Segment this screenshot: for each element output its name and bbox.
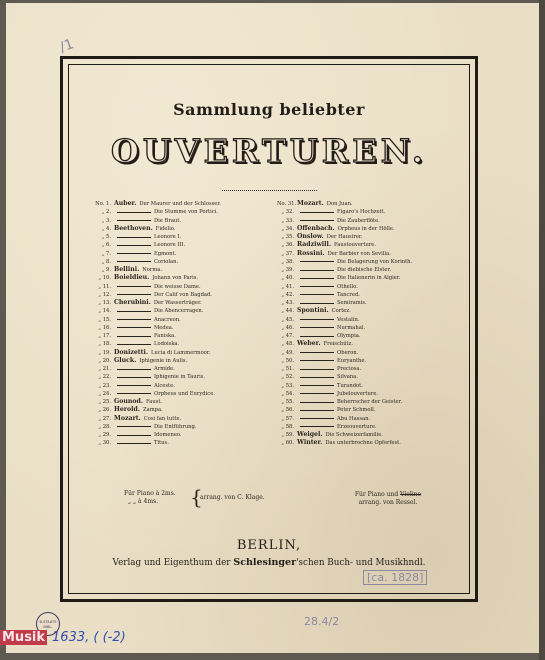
- overture-entry: [277, 217, 467, 225]
- overture-entry: [277, 200, 467, 208]
- overture-entry: [94, 200, 284, 208]
- entry-number: „ 50.: [281, 357, 294, 364]
- entry-work: Das unterbrochne Opferfest.: [325, 440, 401, 447]
- overture-entry: [94, 373, 284, 381]
- overture-entry: [94, 415, 284, 423]
- overture-entry: [277, 274, 467, 282]
- ditto-dash: [117, 245, 151, 246]
- entry-work: Die Stumme von Portici.: [154, 209, 218, 216]
- entry-number: „ 42.: [281, 291, 294, 298]
- overture-entry: [94, 390, 284, 398]
- title-top: Sammlung beliebter: [173, 100, 365, 119]
- entry-work: Iphigenie in Aulis.: [139, 357, 188, 364]
- ditto-dash: [300, 278, 334, 279]
- publisher-post: 'schen Buch- und Musikhndl.: [296, 558, 426, 568]
- entry-number: „ 45.: [281, 316, 294, 323]
- entry-work: Der Hausirer.: [326, 234, 363, 240]
- ditto-dash: [300, 327, 334, 328]
- entry-work: Johann von Paris.: [152, 275, 199, 282]
- overture-entry: [94, 431, 284, 439]
- overture-list-right: [277, 200, 467, 448]
- entry-work: Der Maurer und der Schlosser.: [139, 201, 221, 207]
- entry-number: „ 15.: [98, 316, 111, 323]
- overture-entry: [277, 258, 467, 266]
- overture-entry: [94, 233, 284, 241]
- entry-number: „ 51.: [281, 366, 294, 372]
- overture-entry: [277, 406, 467, 414]
- overture-entry: [94, 250, 284, 258]
- overture-entry: [94, 365, 284, 373]
- entry-number: „ 60.: [281, 440, 294, 447]
- ditto-dash: [300, 336, 334, 337]
- overture-entry: [277, 439, 467, 447]
- entry-work: Der Barbier von Sevilla.: [327, 250, 391, 257]
- entry-work: Nurmahal.: [337, 324, 366, 331]
- entry-composer: Bellini.: [114, 266, 140, 273]
- ditto-dash: [117, 237, 151, 238]
- entry-work: Don Juan.: [326, 201, 353, 207]
- ditto-dash: [300, 385, 334, 386]
- entry-number: „ 46.: [281, 324, 294, 331]
- pencil-mark: /1: [57, 36, 76, 56]
- overture-entry: [94, 423, 284, 431]
- ditto-dash: [117, 377, 151, 378]
- overture-entry: [277, 324, 467, 332]
- overture-entry: [277, 208, 467, 216]
- entry-work: Orpheus und Eurydice.: [154, 390, 215, 397]
- overture-entry: [277, 225, 467, 233]
- entry-number: „ 29.: [98, 432, 111, 438]
- entry-composer: Beethoven.: [114, 224, 153, 232]
- entry-number: „ 6.: [101, 242, 111, 249]
- overture-entry: [277, 332, 467, 340]
- entry-number: „ 44.: [281, 308, 294, 315]
- entry-composer: Onslow.: [297, 233, 324, 240]
- ditto-dash: [117, 426, 151, 427]
- entry-number: „ 26.: [98, 407, 111, 414]
- entry-number: „ 24.: [98, 390, 111, 397]
- decorative-rule: [222, 190, 317, 191]
- ditto-dash: [117, 435, 151, 436]
- entry-composer: Donizetti.: [114, 348, 149, 356]
- publisher-pre: Verlag und Eigenthum der: [112, 558, 231, 568]
- entry-number: „ 18.: [98, 341, 111, 348]
- entry-number: „ 39.: [281, 267, 294, 273]
- entry-work: Lucia di Lammermoor.: [151, 349, 211, 356]
- ditto-dash: [117, 319, 151, 320]
- entry-number: „ 2.: [101, 209, 111, 216]
- ditto-dash: [300, 352, 334, 353]
- overture-entry: [94, 274, 284, 282]
- entry-number: „ 54.: [281, 390, 294, 397]
- page-edge: [539, 0, 545, 660]
- entry-work: Die Abencerragen.: [154, 308, 204, 315]
- overture-entry: [94, 241, 284, 249]
- entry-work: Armide.: [154, 366, 175, 372]
- ditto-dash: [117, 294, 151, 295]
- overture-entry: [277, 382, 467, 390]
- entry-composer: Gounod.: [114, 398, 144, 405]
- ditto-dash: [300, 360, 334, 361]
- ditto-dash: [300, 319, 334, 320]
- entry-work: Euryanthe.: [337, 357, 367, 364]
- entry-number: „ 58.: [281, 423, 294, 430]
- entry-number: „ 41.: [281, 283, 294, 290]
- pricing-violin-struck: Violine: [400, 491, 422, 498]
- entry-work: Egmont.: [154, 250, 177, 257]
- entry-number: „ 25.: [98, 399, 111, 405]
- entry-number: „ 11.: [98, 283, 111, 290]
- pencil-shelfmark: 28.4/2: [304, 615, 340, 628]
- entry-work: Silvana.: [337, 374, 358, 381]
- call-number: [0, 630, 126, 645]
- entry-composer: Winter.: [297, 439, 323, 447]
- entry-number: „ 34.: [281, 225, 294, 232]
- overture-entry: [277, 340, 467, 348]
- ditto-dash: [117, 286, 151, 287]
- entry-number: „ 53.: [281, 382, 294, 389]
- entry-number: No. 1.: [95, 201, 111, 207]
- entry-number: „ 19.: [98, 349, 111, 356]
- entry-number: „ 21.: [98, 366, 111, 372]
- entry-work: Figaro's Hochzeit.: [337, 209, 386, 216]
- ditto-dash: [117, 369, 151, 370]
- entry-work: Vestalin.: [337, 316, 360, 323]
- ditto-dash: [300, 410, 334, 411]
- ditto-dash: [300, 369, 334, 370]
- entry-number: „ 47.: [281, 333, 294, 339]
- entry-work: Norma.: [142, 267, 163, 273]
- entry-number: „ 23.: [98, 382, 111, 389]
- entry-number: „ 4.: [101, 225, 111, 232]
- entry-composer: Cherubini.: [114, 299, 151, 306]
- overture-list-left: [94, 200, 284, 448]
- entry-work: Die Belagerung von Korinth.: [337, 258, 413, 265]
- ditto-dash: [117, 220, 151, 221]
- title-main: OUVERTUREN.: [110, 132, 428, 170]
- entry-work: Leonore I.: [154, 234, 181, 240]
- entry-composer: Weber.: [297, 340, 321, 348]
- entry-composer: Herold.: [114, 406, 141, 414]
- entry-work: Die diebische Elster.: [337, 267, 392, 273]
- entry-number: „ 37.: [281, 250, 294, 257]
- entry-number: „ 56.: [281, 407, 294, 414]
- overture-entry: [277, 316, 467, 324]
- entry-number: „ 57.: [281, 415, 294, 422]
- ditto-dash: [117, 336, 151, 337]
- entry-number: „ 43.: [281, 300, 294, 306]
- overture-entry: [94, 316, 284, 324]
- pricing-violin-prefix: Für Piano und: [354, 491, 399, 498]
- entry-work: Peter Schmoll.: [337, 407, 376, 414]
- entry-composer: Mozart.: [114, 414, 141, 422]
- entry-work: Freischütz.: [323, 341, 354, 348]
- overture-entry: [94, 217, 284, 225]
- entry-work: Lodoiska.: [154, 341, 180, 348]
- entry-work: Semiramis.: [337, 300, 367, 306]
- overture-entry: [94, 299, 284, 307]
- entry-work: Der Wasserträger.: [153, 300, 202, 306]
- overture-entry: [277, 423, 467, 431]
- entry-number: „ 14.: [98, 308, 111, 315]
- imprint-publisher: [68, 557, 470, 568]
- entry-work: Titus.: [154, 440, 169, 447]
- entry-work: Der Calif von Bagdad.: [154, 291, 212, 298]
- overture-entry: [94, 332, 284, 340]
- overture-entry: [94, 357, 284, 365]
- entry-composer: Spontini.: [297, 307, 329, 315]
- pricing-piano-arranger: arrang. von C. Klage.: [200, 494, 265, 501]
- library-stamp: B.STAATS BIBL.: [36, 612, 60, 636]
- ditto-dash: [300, 220, 334, 221]
- entry-number: „ 5.: [101, 234, 111, 240]
- entry-work: Orpheus in der Hölle.: [337, 225, 395, 232]
- overture-entry: [94, 439, 284, 447]
- overture-entry: [94, 291, 284, 299]
- overture-entry: [277, 373, 467, 381]
- entry-number: „ 17.: [98, 333, 111, 339]
- ditto-dash: [300, 377, 334, 378]
- ditto-dash: [300, 286, 334, 287]
- entry-composer: Boieldieu.: [114, 274, 150, 282]
- overture-entry: [94, 266, 284, 274]
- ditto-dash: [300, 303, 334, 304]
- ditto-dash: [117, 253, 151, 254]
- entry-composer: Radziwill.: [297, 241, 332, 249]
- overture-entry: [94, 225, 284, 233]
- entry-work: Die Schweizerfamilie.: [325, 432, 383, 438]
- entry-work: Die Italienerin in Algier.: [337, 275, 401, 282]
- entry-number: „ 20.: [98, 357, 111, 364]
- pricing-piano-2ms: Für Piano à 2ms.: [124, 490, 176, 497]
- ditto-dash: [117, 311, 151, 312]
- overture-entry: [94, 406, 284, 414]
- ditto-dash: [300, 270, 334, 271]
- entry-number: „ 16.: [98, 324, 111, 331]
- overture-entry: [94, 349, 284, 357]
- entry-number: „ 30.: [98, 440, 111, 447]
- entry-work: Faniska.: [154, 333, 176, 339]
- entry-work: Cosi fan tutte.: [143, 415, 182, 422]
- entry-work: Die Entführung.: [154, 423, 197, 430]
- ditto-dash: [117, 443, 151, 444]
- entry-number: „ 49.: [281, 349, 294, 356]
- entry-work: Faust.: [146, 399, 163, 405]
- ditto-dash: [300, 294, 334, 295]
- entry-work: Anacreon.: [154, 316, 181, 323]
- entry-composer: Gluck.: [114, 356, 137, 364]
- entry-number: „ 36.: [281, 242, 294, 249]
- entry-composer: Auber.: [114, 200, 137, 207]
- entry-work: Die Braut.: [154, 217, 181, 224]
- entry-composer: Mozart.: [297, 200, 324, 207]
- entry-work: Die weisse Dame.: [154, 283, 201, 290]
- entry-number: „ 38.: [281, 258, 294, 265]
- call-number-value: 1633, ( (-2): [52, 630, 126, 645]
- overture-entry: [277, 365, 467, 373]
- ditto-dash: [117, 327, 151, 328]
- entry-work: Jubelouverture.: [337, 390, 379, 397]
- entry-work: Leonore III.: [154, 242, 186, 249]
- overture-entry: [277, 291, 467, 299]
- entry-work: Tancred.: [337, 291, 360, 298]
- overture-entry: [94, 307, 284, 315]
- entry-work: Coriolan.: [154, 258, 179, 265]
- ditto-dash: [117, 261, 151, 262]
- overture-entry: [277, 299, 467, 307]
- overture-entry: [277, 415, 467, 423]
- pricing-piano: [124, 485, 284, 509]
- entry-number: „ 22.: [98, 374, 111, 381]
- overture-entry: [277, 349, 467, 357]
- entry-composer: Weigel.: [297, 431, 323, 438]
- entry-number: „ 32.: [281, 209, 294, 216]
- overture-entry: [277, 390, 467, 398]
- entry-number: „ 33.: [281, 217, 294, 224]
- pricing-piano-4ms: „ „ à 4ms.: [128, 498, 159, 505]
- entry-number: „ 40.: [281, 275, 294, 282]
- entry-number: „ 7.: [101, 250, 111, 257]
- entry-work: Erzeouverture.: [337, 423, 377, 430]
- entry-composer: Rossini.: [297, 249, 325, 257]
- overture-entry: [277, 250, 467, 258]
- entry-number: „ 12.: [98, 291, 111, 298]
- entry-number: „ 27.: [98, 415, 111, 422]
- entry-number: „ 9.: [101, 267, 111, 273]
- pricing-piano-violin: [318, 491, 458, 507]
- pencil-date: [ca. 1828]: [363, 570, 427, 585]
- entry-composer: Offenbach.: [297, 224, 335, 232]
- ditto-dash: [300, 212, 334, 213]
- entry-number: „ 10.: [98, 275, 111, 282]
- entry-number: „ 8.: [101, 258, 111, 265]
- overture-entry: [277, 398, 467, 406]
- entry-number: „ 55.: [281, 399, 294, 405]
- entry-number: „ 28.: [98, 423, 111, 430]
- ditto-dash: [117, 344, 151, 345]
- entry-number: „ 35.: [281, 234, 294, 240]
- entry-work: Turandot.: [337, 382, 363, 389]
- ditto-dash: [300, 426, 334, 427]
- entry-number: „ 59.: [281, 432, 294, 438]
- overture-entry: [94, 283, 284, 291]
- overture-entry: [94, 258, 284, 266]
- entry-work: Oberon.: [337, 349, 359, 356]
- overture-entry: [277, 431, 467, 439]
- overture-entry: [94, 340, 284, 348]
- ditto-dash: [300, 261, 334, 262]
- overture-entry: [277, 241, 467, 249]
- overture-entry: [94, 382, 284, 390]
- entry-work: Beherrscher der Geister.: [337, 399, 403, 405]
- brace-glyph: {: [190, 485, 203, 509]
- entry-number: „ 3.: [101, 217, 111, 224]
- entry-work: Idomeneo.: [154, 432, 182, 438]
- overture-entry: [277, 266, 467, 274]
- overture-entry: [277, 283, 467, 291]
- ditto-dash: [117, 385, 151, 386]
- entry-work: Fidelio.: [155, 225, 176, 232]
- entry-work: Medea.: [154, 324, 174, 331]
- entry-work: Cortez.: [331, 308, 351, 315]
- pricing-violin-arranger: arrang. von Ressel.: [358, 499, 418, 506]
- overture-entry: [277, 357, 467, 365]
- ditto-dash: [117, 212, 151, 213]
- ditto-dash: [300, 402, 334, 403]
- imprint-city: BERLIN,: [236, 538, 302, 553]
- ditto-dash: [300, 393, 334, 394]
- overture-entry: [94, 208, 284, 216]
- entry-work: Alceste.: [154, 382, 175, 389]
- entry-number: „ 13.: [98, 300, 111, 306]
- entry-number: No. 31.: [277, 201, 297, 207]
- entry-work: Die Zauberflöte.: [337, 217, 380, 224]
- entry-work: Zampa.: [143, 407, 163, 414]
- entry-work: Abu Hassan.: [337, 415, 371, 422]
- entry-work: Iphigenie in Tauris.: [154, 374, 206, 381]
- entry-work: Preciosa.: [337, 366, 362, 372]
- overture-entry: [277, 307, 467, 315]
- ditto-dash: [300, 418, 334, 419]
- entry-number: „ 48.: [281, 341, 294, 348]
- overture-entry: [277, 233, 467, 241]
- call-number-label: Musik: [2, 630, 46, 645]
- overture-entry: [94, 398, 284, 406]
- publisher-name: Schlesinger: [233, 557, 297, 568]
- ditto-dash: [117, 393, 151, 394]
- entry-work: Faustouverture.: [334, 242, 377, 249]
- overture-entry: [94, 324, 284, 332]
- entry-work: Olympia.: [337, 333, 361, 339]
- entry-number: „ 52.: [281, 374, 294, 381]
- entry-work: Othello.: [337, 283, 358, 290]
